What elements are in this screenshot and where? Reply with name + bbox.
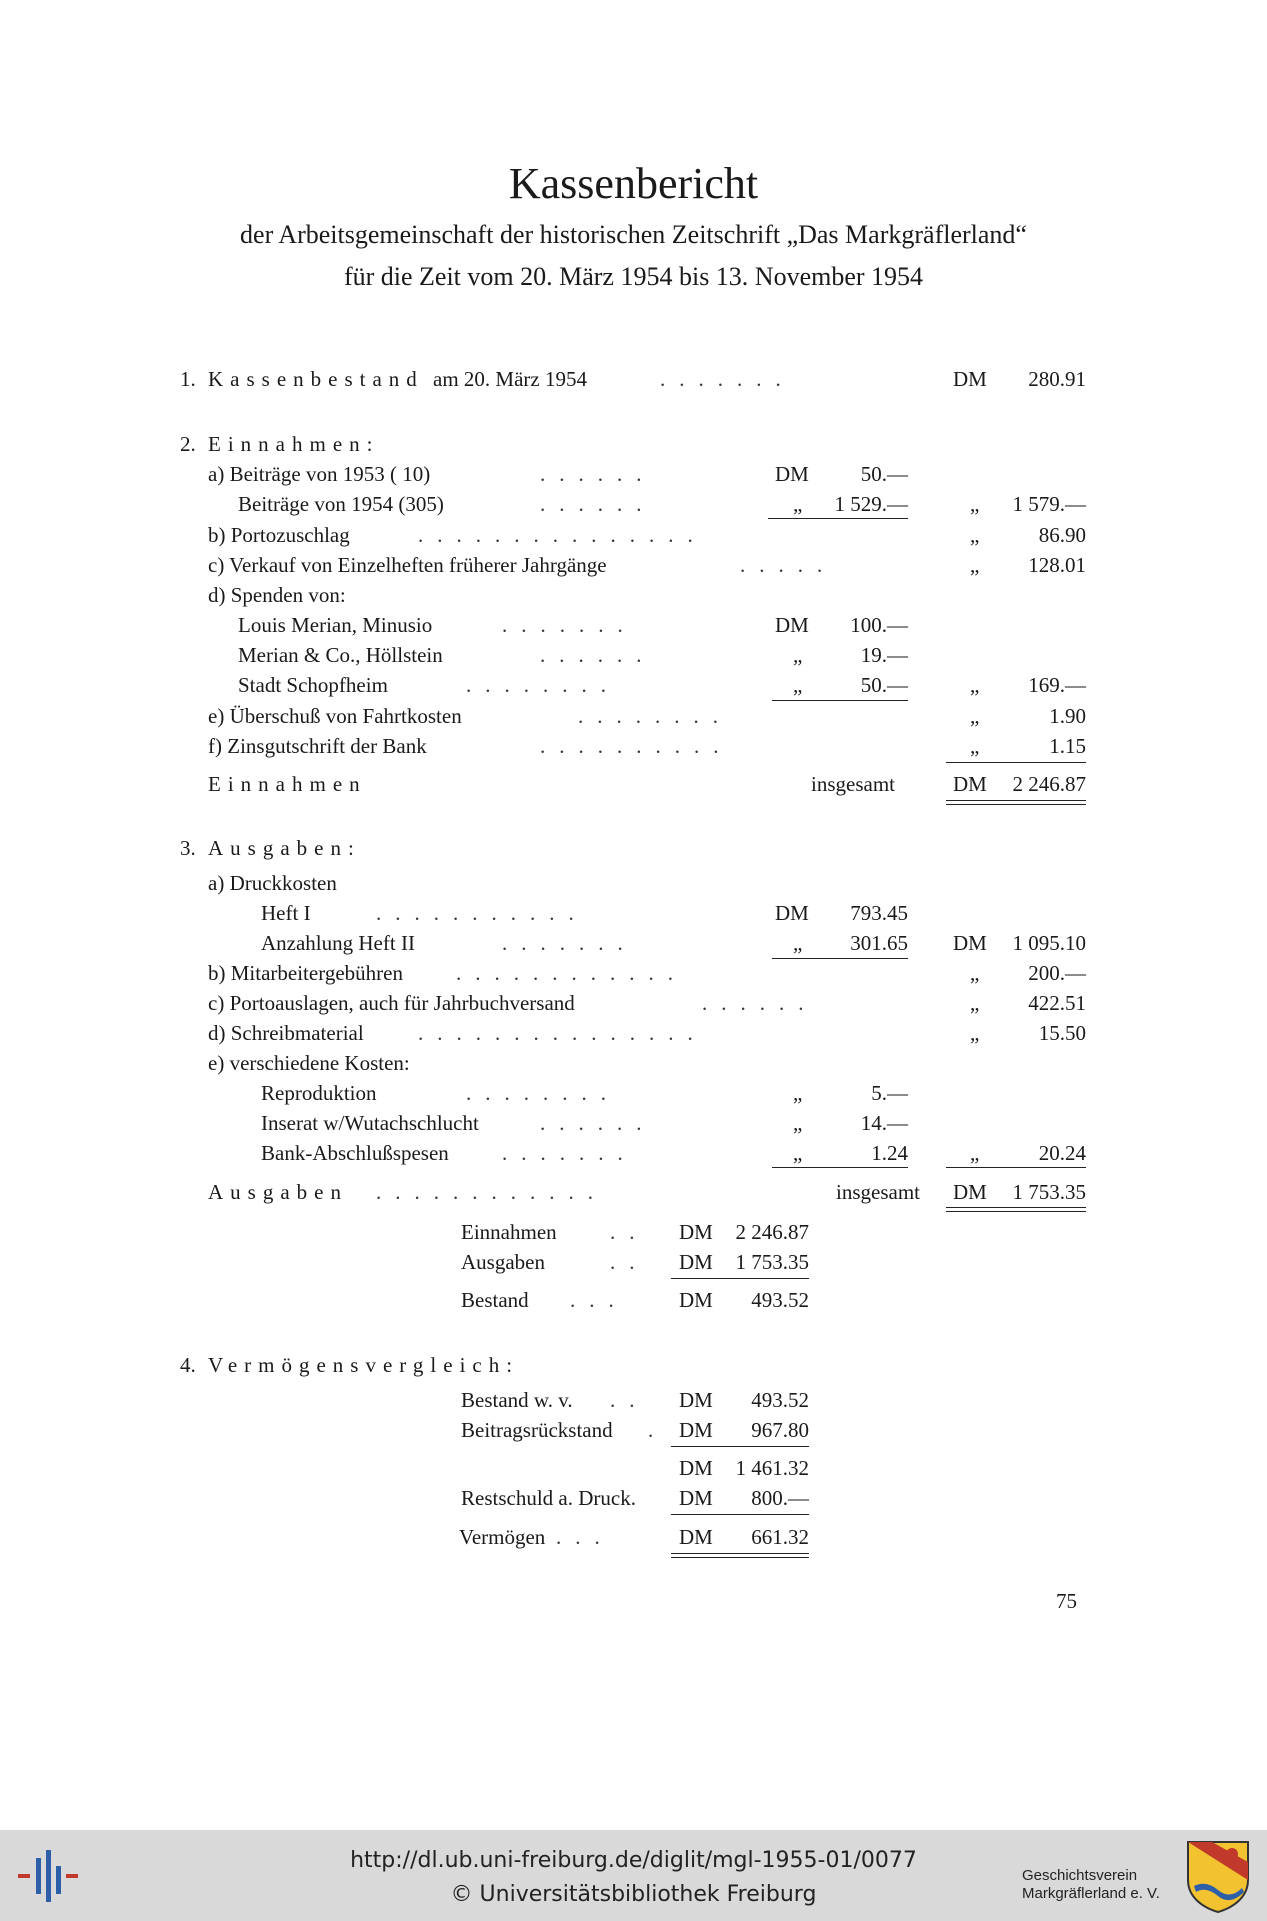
currency: DM: [679, 1388, 713, 1412]
leader-dots: ...............: [418, 1021, 707, 1045]
currency: DM: [679, 1288, 713, 1312]
leader-dots: ..........: [540, 734, 733, 758]
amount: 493.52: [751, 1288, 809, 1312]
currency: „: [970, 1021, 980, 1045]
currency: „: [970, 961, 980, 985]
leader-dots: ...: [556, 1525, 614, 1549]
line-label: Merian & Co., Höllstein: [238, 643, 443, 667]
leader-dots: ........: [578, 704, 732, 728]
subtotal-rule: [671, 1446, 809, 1447]
line-label: Heft I: [261, 901, 311, 925]
currency: „: [793, 931, 803, 955]
currency: DM: [953, 1180, 987, 1204]
amount: 800.—: [751, 1486, 809, 1510]
total-double-rule: [946, 1207, 1086, 1212]
currency: DM: [953, 931, 987, 955]
line-label: d) Schreibmaterial: [208, 1021, 364, 1045]
amount: 1 529.—: [834, 492, 908, 516]
amount: 200.—: [1028, 961, 1086, 985]
line-label: c) Portoauslagen, auch für Jahrbuchversand: [208, 991, 575, 1015]
amount: 128.01: [1028, 553, 1086, 577]
line-label: Anzahlung Heft II: [261, 931, 415, 955]
amount: 2 246.87: [735, 1220, 809, 1244]
currency: „: [970, 492, 980, 516]
page-number: 75: [1056, 1589, 1077, 1613]
leader-dots: ...............: [418, 523, 707, 547]
line-label: f) Zinsgutschrift der Bank: [208, 734, 427, 758]
subtotal-rule: [768, 518, 908, 519]
line-label: Bank-Abschlußspesen: [261, 1141, 449, 1165]
line-label: b) Mitarbeitergebühren: [208, 961, 403, 985]
footer-copyright: © Universitätsbibliothek Freiburg: [450, 1882, 817, 1907]
currency: DM: [679, 1486, 713, 1510]
total-word: insgesamt: [811, 772, 895, 796]
line-label: e) verschiedene Kosten:: [208, 1051, 410, 1075]
subtitle-line-2: für die Zeit vom 20. März 1954 bis 13. November 1954: [343, 262, 924, 291]
subtotal-rule: [772, 958, 908, 959]
total-label: Einnahmen: [208, 772, 367, 796]
leader-dots: ......: [540, 1111, 656, 1135]
currency: DM: [953, 367, 987, 391]
line-label: Ausgaben: [461, 1250, 545, 1274]
currency: „: [793, 643, 803, 667]
amount: 15.50: [1038, 1021, 1086, 1045]
currency: DM: [775, 901, 809, 925]
line-label: Bestand w. v.: [461, 1388, 573, 1412]
line-label: Louis Merian, Minusio: [238, 613, 433, 637]
currency: DM: [679, 1525, 713, 1549]
amount: 661.32: [751, 1525, 809, 1549]
section-heading: Ausgaben:: [208, 836, 361, 860]
amount: 14.—: [860, 1111, 908, 1135]
leader-dots: ...........: [376, 901, 588, 925]
amount: 1.90: [1049, 704, 1086, 728]
leader-dots: .......: [502, 1141, 637, 1165]
line-label: Reproduktion: [261, 1081, 377, 1105]
total-word: insgesamt: [836, 1180, 920, 1204]
amount: 280.91: [1028, 367, 1086, 391]
footer-bar: [0, 1830, 1267, 1921]
currency: „: [793, 492, 803, 516]
amount: 1 753.35: [735, 1250, 809, 1274]
amount: 5.—: [871, 1081, 908, 1105]
line-label: Inserat w/Wutachschlucht: [261, 1111, 479, 1135]
leader-dots: ........: [466, 1081, 620, 1105]
currency: „: [970, 991, 980, 1015]
currency: DM: [775, 613, 809, 637]
amount: 100.—: [850, 613, 908, 637]
leader-dots: ...: [570, 1288, 628, 1312]
amount: 50.—: [860, 462, 908, 486]
currency: „: [970, 1141, 980, 1165]
line-label: Stadt Schopfheim: [238, 673, 388, 697]
currency: „: [793, 673, 803, 697]
currency: DM: [679, 1456, 713, 1480]
amount: 1 579.—: [1012, 492, 1086, 516]
currency: „: [793, 1111, 803, 1135]
line-label: Bestand: [461, 1288, 529, 1312]
leader-dots: ............: [456, 961, 687, 985]
currency: „: [970, 523, 980, 547]
leader-dots: ......: [702, 991, 818, 1015]
amount: 301.65: [850, 931, 908, 955]
amount: 967.80: [751, 1418, 809, 1442]
currency: „: [970, 704, 980, 728]
leader-dots: ..: [610, 1220, 649, 1244]
line-label: Beitragsrückstand: [461, 1418, 613, 1442]
section-number: 3.: [180, 836, 196, 860]
leader-dots: .......: [502, 613, 637, 637]
subtotal-rule: [772, 700, 908, 701]
currency: DM: [679, 1220, 713, 1244]
line-label: a) Beiträge von 1953 ( 10): [208, 462, 431, 486]
line-label: e) Überschuß von Fahrtkosten: [208, 704, 462, 728]
amount: 793.45: [850, 901, 908, 925]
amount: 86.90: [1038, 523, 1086, 547]
currency: „: [970, 734, 980, 758]
total-label: Ausgaben: [208, 1180, 348, 1204]
line-label: Beiträge von 1954 (305): [238, 492, 444, 516]
line-label: b) Portozuschlag: [208, 523, 350, 547]
currency: DM: [775, 462, 809, 486]
total-double-rule: [946, 800, 1086, 805]
line-label: Restschuld a. Druck.: [461, 1486, 636, 1510]
leader-dots: ......: [540, 462, 656, 486]
leader-dots: ..: [610, 1250, 649, 1274]
section-number: 4.: [180, 1353, 196, 1377]
total-amount: 2 246.87: [1012, 772, 1086, 796]
section-heading-rest: am 20. März 1954: [433, 367, 587, 391]
leader-dots: ............: [376, 1180, 607, 1204]
currency: DM: [953, 772, 987, 796]
leader-dots: .....: [740, 553, 837, 577]
coat-of-arms-icon: [1186, 1840, 1250, 1914]
line-label: a) Druckkosten: [208, 871, 337, 895]
currency: „: [970, 553, 980, 577]
leader-dots: .......: [502, 931, 637, 955]
currency: DM: [679, 1250, 713, 1274]
section-heading: Vermögensvergleich:: [208, 1353, 520, 1377]
leader-dots: ..: [610, 1388, 649, 1412]
page-title: Kassenbericht: [508, 159, 759, 208]
amount: 422.51: [1028, 991, 1086, 1015]
line-label: Vermögen: [459, 1525, 546, 1549]
currency: DM: [679, 1418, 713, 1442]
subtotal-rule: [671, 1514, 809, 1515]
subtitle-line-1: der Arbeitsgemeinschaft der historischen Zeitschrift „Das Markgräflerland“: [240, 220, 1027, 249]
footer-url-link[interactable]: http://dl.ub.uni-freiburg.de/diglit/mgl-1955-01/0077: [350, 1848, 917, 1873]
section-number: 2.: [180, 432, 196, 456]
amount: 1 095.10: [1012, 931, 1086, 955]
amount: 169.—: [1028, 673, 1086, 697]
leader-dots: .......: [660, 367, 795, 391]
amount: 1 461.32: [735, 1456, 809, 1480]
leader-dots: ........: [466, 673, 620, 697]
amount: 493.52: [751, 1388, 809, 1412]
line-label: d) Spenden von:: [208, 583, 346, 607]
footer-organization: [1022, 1867, 1160, 1903]
subtotal-rule: [946, 1167, 1086, 1168]
org-line-1: Geschichtsverein: [1022, 1867, 1138, 1884]
amount: 20.24: [1038, 1141, 1086, 1165]
currency: „: [793, 1141, 803, 1165]
leader-dots: .: [648, 1418, 668, 1442]
section-heading: Einnahmen:: [208, 432, 380, 456]
line-label: Einnahmen: [461, 1220, 557, 1244]
amount: 1.24: [871, 1141, 908, 1165]
leader-dots: ......: [540, 643, 656, 667]
currency: „: [970, 673, 980, 697]
section-number: 1.: [180, 367, 196, 391]
amount: 1.15: [1049, 734, 1086, 758]
subtotal-rule: [772, 1167, 908, 1168]
amount: 50.—: [860, 673, 908, 697]
total-amount: 1 753.35: [1012, 1180, 1086, 1204]
total-double-rule: [671, 1553, 809, 1558]
line-label: c) Verkauf von Einzelheften früherer Jahrgänge: [208, 553, 607, 577]
subtotal-rule: [946, 762, 1086, 763]
section-heading: Kassenbestand: [208, 367, 424, 391]
currency: „: [793, 1081, 803, 1105]
subtotal-rule: [671, 1278, 809, 1279]
leader-dots: ......: [540, 492, 656, 516]
amount: 19.—: [860, 643, 908, 667]
org-line-2: Markgräflerland e. V.: [1022, 1885, 1160, 1902]
